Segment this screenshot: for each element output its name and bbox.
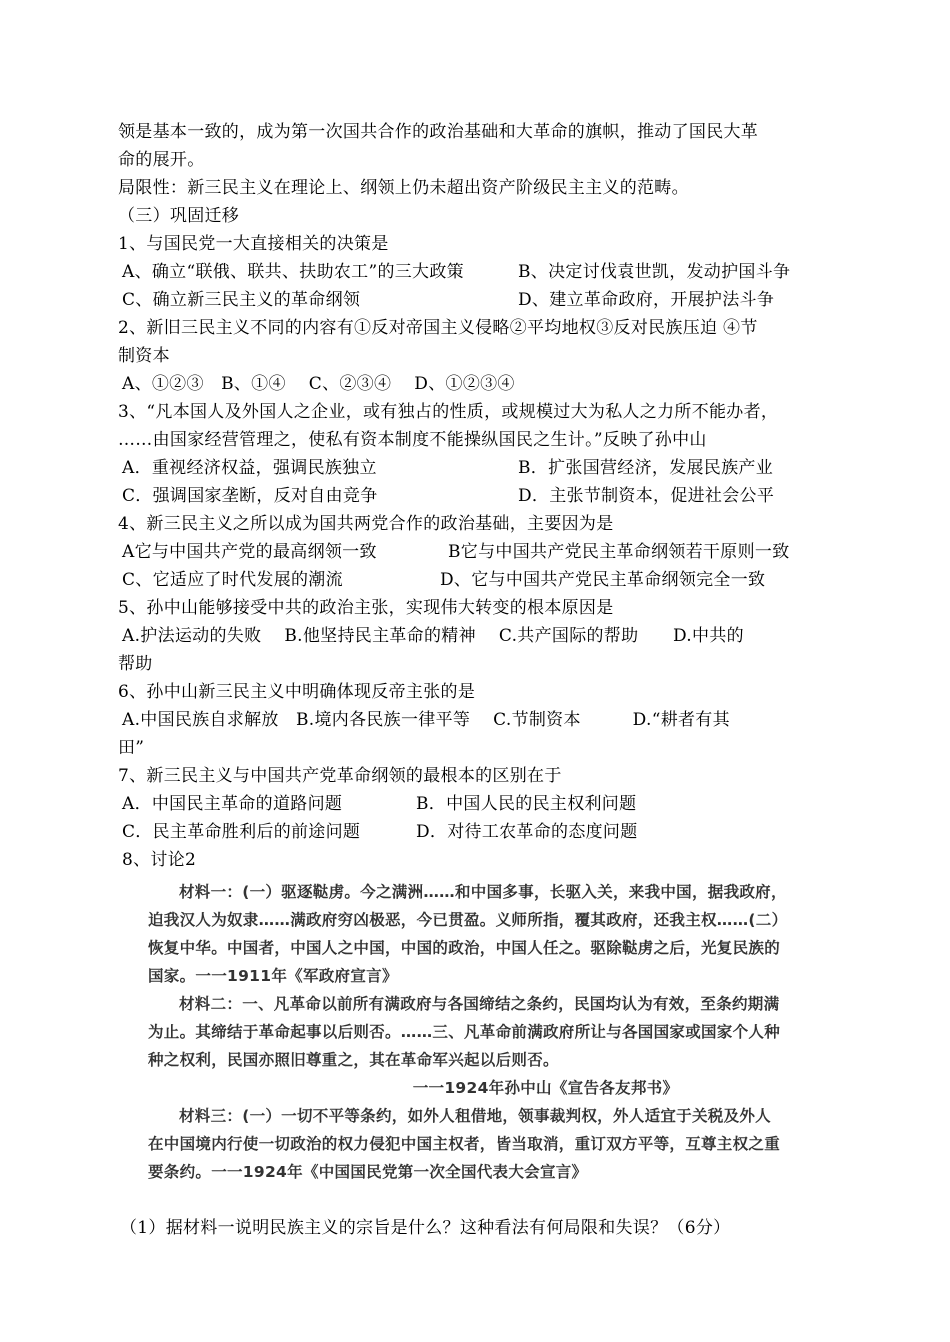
option-line: A.中国民族自求解放 B.境内各民族一律平等 C.节制资本 D.“耕者有其 <box>122 710 730 730</box>
question-stem: 制资本 <box>118 346 170 366</box>
option-row <box>118 566 848 594</box>
material-2-line: 种之权利，民国亦照旧尊重之，其在革命军兴起以后则否。 <box>148 1051 559 1069</box>
intro-line: 领是基本一致的，成为第一次国共合作的政治基础和大革命的旗帜，推动了国民大革 <box>118 122 759 142</box>
question-stem: 4、新三民主义之所以成为国共两党合作的政治基础，主要因为是 <box>118 514 614 534</box>
option-continuation: 田” <box>118 738 145 758</box>
material-1-line: 恢复中华。中国者，中国人之中国，中国的政治，中国人任之。驱除鞑虏之后，光复民族的 <box>148 939 781 957</box>
document-body <box>118 118 848 1242</box>
question-5 <box>118 594 848 678</box>
question-stem: 1、与国民党一大直接相关的决策是 <box>118 234 389 254</box>
sub-question-1: （1）据材料一说明民族主义的宗旨是什么？这种看法有何局限和失误？（6分） <box>120 1218 731 1238</box>
material-3-source: 要条约。一一1924年《中国国民党第一次全国代表大会宣言》 <box>148 1163 588 1181</box>
option-row <box>118 818 848 846</box>
option-d: D、它与中国共产党民主革命纲领完全一致 <box>440 570 766 590</box>
option-line: A、①②③ B、①④ C、②③④ D、①②③④ <box>122 374 515 394</box>
option-row <box>118 286 848 314</box>
option-a: A它与中国共产党的最高纲领一致 <box>122 542 377 562</box>
option-b: B它与中国共产党民主革命纲领若干原则一致 <box>448 542 790 562</box>
question-2 <box>118 314 848 398</box>
option-row <box>118 790 848 818</box>
intro-line: 命的展开。 <box>118 150 205 170</box>
option-row <box>118 454 848 482</box>
question-stem: 6、孙中山新三民主义中明确体现反帝主张的是 <box>118 682 476 702</box>
question-stem: 3、“凡本国人及外国人之企业，或有独占的性质，或规模过大为私人之力所不能办者， <box>118 402 779 422</box>
source-materials <box>148 878 853 1186</box>
option-c: C．民主革命胜利后的前途问题 <box>122 822 361 842</box>
material-1-line: 材料一：(一）驱逐鞑虏。今之满洲……和中国多事，长驱入关，来我中国，据我政府， <box>179 883 787 901</box>
option-b: B、决定讨伐袁世凯，发动护国斗争 <box>518 262 791 282</box>
question-6 <box>118 678 848 762</box>
question-4 <box>118 510 848 594</box>
option-c: C、它适应了时代发展的潮流 <box>122 570 343 590</box>
option-line: A.护法运动的失败 B.他坚持民主革命的精神 C.共产国际的帮助 D.中共的 <box>122 626 744 646</box>
question-stem: 2、新旧三民主义不同的内容有①反对帝国主义侵略②平均地权③反对民族压迫 ④节 <box>118 318 758 338</box>
material-1-line: 迫我汉人为奴隶……满政府穷凶极恶，今已贯盈。义师所指，覆其政府，还我主权……(二） <box>148 911 788 929</box>
option-a: A、确立“联俄、联共、扶助农工”的三大政策 <box>122 262 464 282</box>
option-d: D．对待工农革命的态度问题 <box>416 822 638 842</box>
question-7 <box>118 762 848 846</box>
option-row <box>118 538 848 566</box>
question-stem: 7、新三民主义与中国共产党革命纲领的最根本的区别在于 <box>118 766 562 786</box>
material-2-line: 材料二：一、凡革命以前所有满政府与各国缔结之条约，民国均认为有效，至条约期满 <box>179 995 780 1013</box>
option-b: B．中国人民的民主权利问题 <box>416 794 637 814</box>
question-stem: 5、孙中山能够接受中共的政治主张，实现伟大转变的根本原因是 <box>118 598 614 618</box>
option-a: A．中国民主革命的道路问题 <box>122 794 343 814</box>
option-c: C、确立新三民主义的革命纲领 <box>122 290 361 310</box>
material-2-source: 一一1924年孙中山《宣告各友邦书》 <box>412 1079 679 1097</box>
option-d: D、建立革命政府，开展护法斗争 <box>518 290 775 310</box>
option-d: D．主张节制资本，促进社会公平 <box>518 486 775 506</box>
option-row <box>118 482 848 510</box>
discussion-heading: 8、讨论2 <box>122 850 197 870</box>
option-continuation: 帮助 <box>118 654 153 674</box>
limitation-text: 局限性：新三民主义在理论上、纲领上仍未超出资产阶级民主主义的范畴。 <box>118 178 689 198</box>
material-3-line: 在中国境内行使一切政治的权力侵犯中国主权者，皆当取消，重订双方平等，互尊主权之重 <box>148 1135 781 1153</box>
section-heading: （三）巩固迁移 <box>118 206 240 226</box>
question-stem: ……由国家经营管理之，使私有资本制度不能操纵国民之生计。”反映了孙中山 <box>118 430 707 450</box>
option-b: B．扩张国营经济，发展民族产业 <box>518 458 773 478</box>
material-3-line: 材料三：(一）一切不平等条约，如外人租借地，领事裁判权，外人适宜于关税及外人 <box>179 1107 771 1125</box>
option-a: A．重视经济权益，强调民族独立 <box>122 458 377 478</box>
material-2-line: 为止。其缔结于革命起事以后则否。……三、凡革命前满政府所让与各国国家或国家个人种 <box>148 1023 781 1041</box>
question-1 <box>118 230 848 314</box>
question-3 <box>118 398 848 510</box>
option-c: C．强调国家垄断，反对自由竞争 <box>122 486 378 506</box>
material-1-source: 国家。一一1911年《军政府宣言》 <box>148 967 398 985</box>
option-row <box>118 258 848 286</box>
